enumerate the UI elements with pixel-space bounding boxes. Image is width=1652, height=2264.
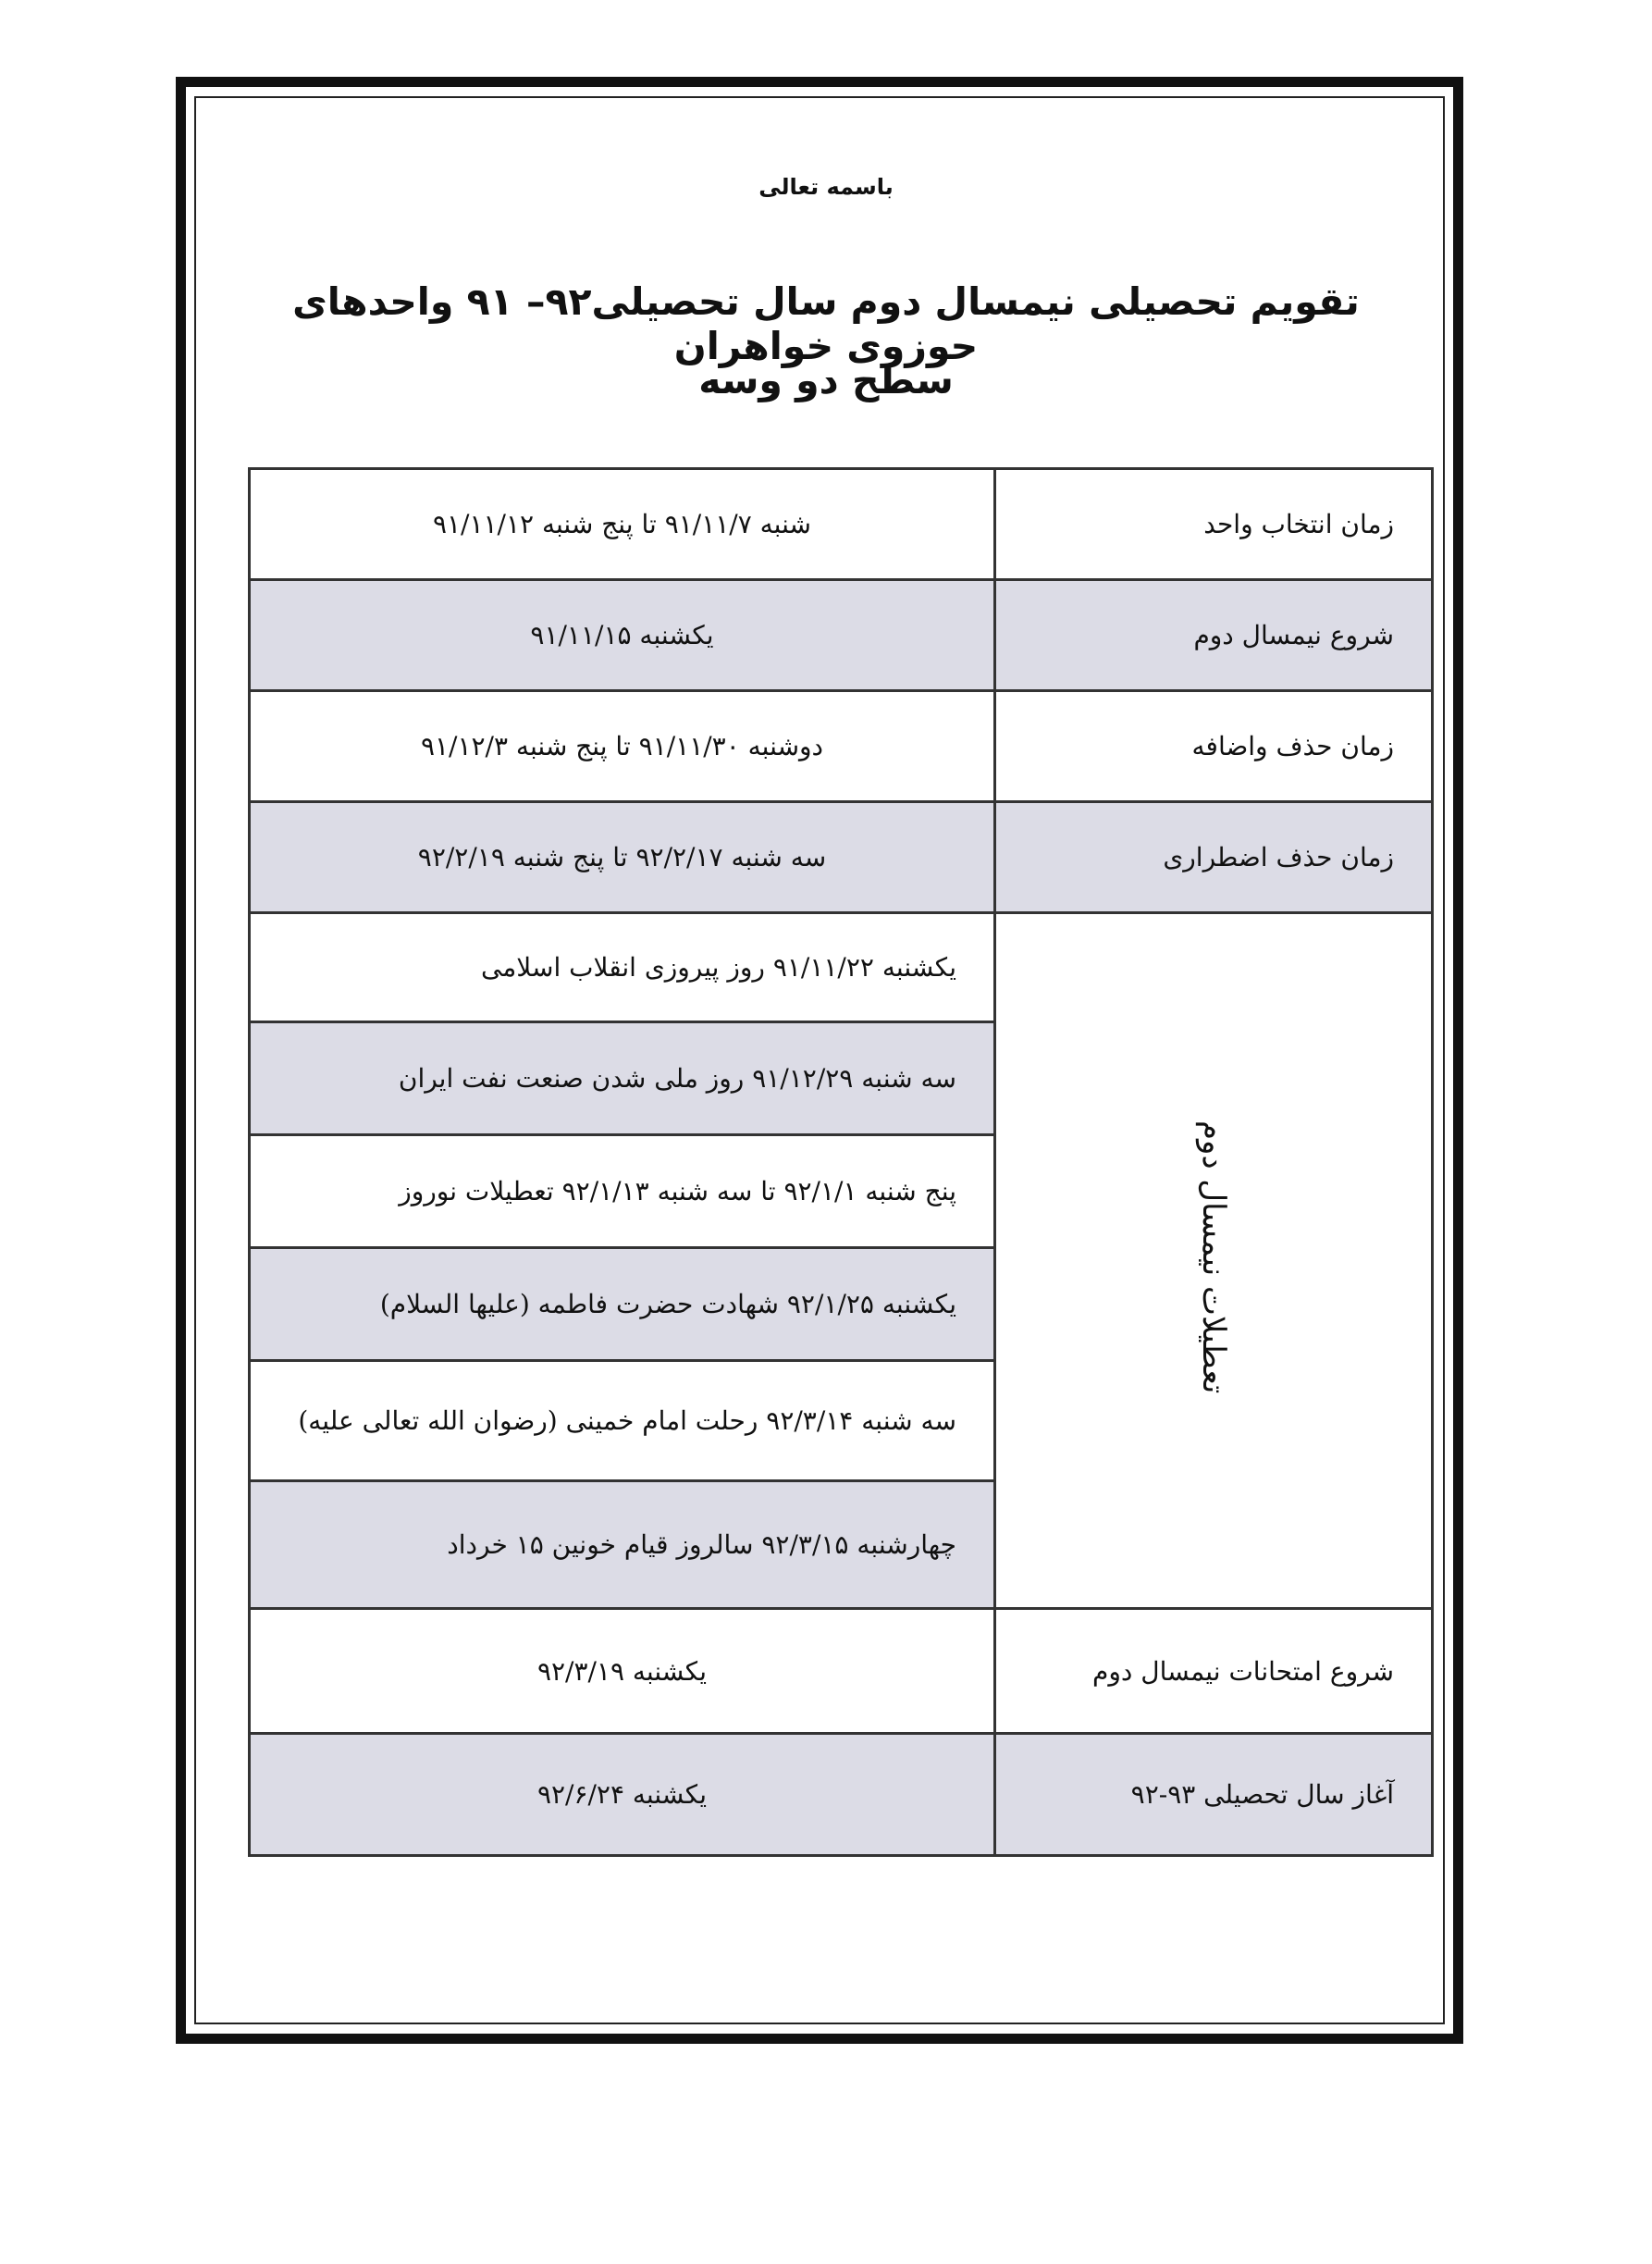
row-value-emergency-drop: سه شنبه ۹۲/۲/۱۷ تا پنج شنبه ۹۲/۲/۱۹ [250, 802, 995, 913]
table-row [250, 469, 1433, 580]
holiday-item: چهارشنبه ۹۲/۳/۱۵ سالروز قیام خونین ۱۵ خرداد [250, 1481, 995, 1609]
row-label-add-drop: زمان حذف واضافه [995, 691, 1433, 802]
academic-calendar-table [248, 467, 1434, 1857]
holiday-item: پنج شنبه ۹۲/۱/۱ تا سه شنبه ۹۲/۱/۱۳ تعطیلات نوروز [250, 1135, 995, 1248]
holidays-label-cell [995, 913, 1433, 1609]
holiday-item: یکشنبه ۹۲/۱/۲۵ شهادت حضرت فاطمه (علیها السلام) [250, 1248, 995, 1361]
table-row [250, 802, 1433, 913]
table-row [250, 691, 1433, 802]
row-label-new-year-start: آغاز سال تحصیلی ۹۳-۹۲ [995, 1734, 1433, 1856]
row-value-new-year-start: یکشنبه ۹۲/۶/۲۴ [250, 1734, 995, 1856]
row-value-add-drop: دوشنبه ۹۱/۱۱/۳۰ تا پنج شنبه ۹۱/۱۲/۳ [250, 691, 995, 802]
holiday-item: سه شنبه ۹۲/۳/۱۴ رحلت امام خمینی (رضوان الله تعالی علیه) [250, 1361, 995, 1481]
row-label-emergency-drop: زمان حذف اضطراری [995, 802, 1433, 913]
table-row [250, 580, 1433, 691]
table-row [250, 1734, 1433, 1856]
document-title: تقویم تحصیلی نیمسال دوم سال تحصیلی۹۲– ۹۱ واحدهای حوزوی خواهران [292, 279, 1360, 368]
holidays-label: تعطیلات نیمسال دوم [1195, 1120, 1232, 1394]
table-row [250, 1609, 1433, 1734]
row-value-semester-start: یکشنبه ۹۱/۱۱/۱۵ [250, 580, 995, 691]
row-value-exams-start: یکشنبه ۹۲/۳/۱۹ [250, 1609, 995, 1734]
bismillah-heading: باسمه تعالی [758, 174, 894, 200]
table-row [250, 913, 1433, 1022]
row-label-unit-selection: زمان انتخاب واحد [995, 469, 1433, 580]
row-label-exams-start: شروع امتحانات نیمسال دوم [995, 1609, 1433, 1734]
row-value-unit-selection: شنبه ۹۱/۱۱/۷ تا پنج شنبه ۹۱/۱۱/۱۲ [250, 469, 995, 580]
holiday-item: سه شنبه ۹۱/۱۲/۲۹ روز ملی شدن صنعت نفت ایران [250, 1022, 995, 1135]
row-label-semester-start: شروع نیمسال دوم [995, 580, 1433, 691]
holiday-item: یکشنبه ۹۱/۱۱/۲۲ روز پیروزی انقلاب اسلامی [250, 913, 995, 1022]
document-subtitle: سطح دو وسه [698, 358, 954, 402]
